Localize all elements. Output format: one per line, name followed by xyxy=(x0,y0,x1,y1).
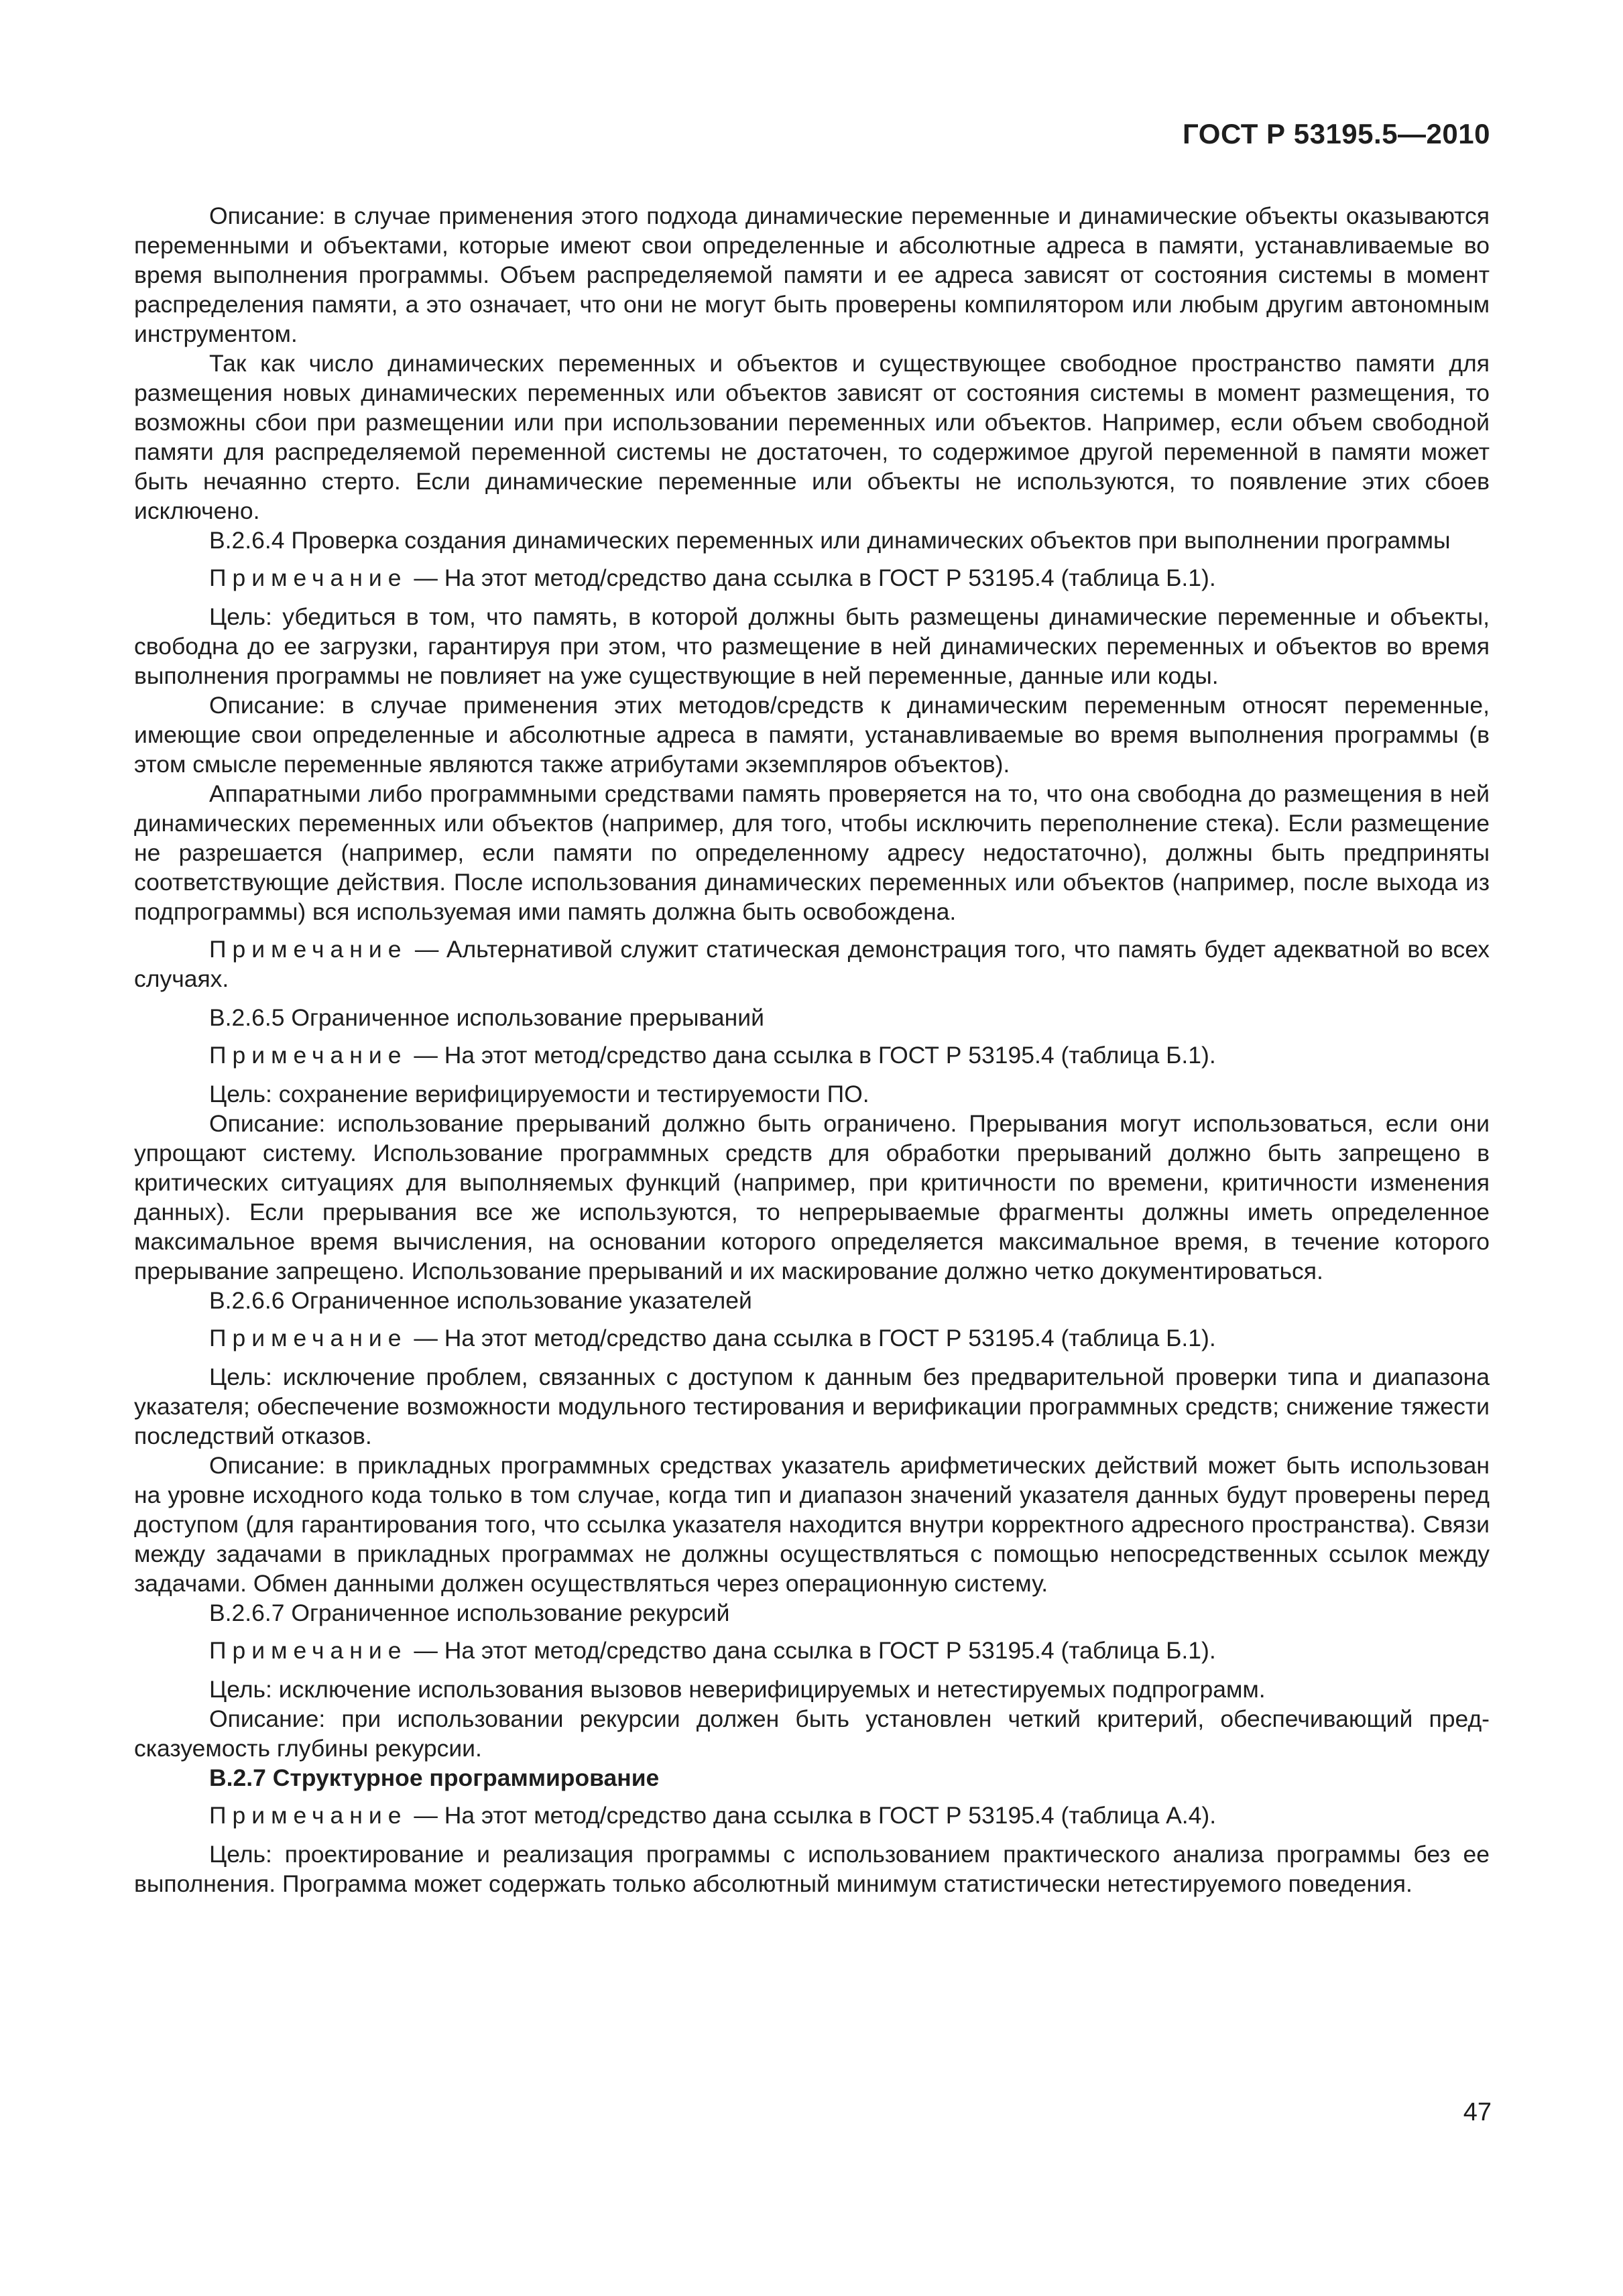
paragraph: Цель: исключение проблем, связанных с доступом к данным без предварительной проверки типа и диапазона указателя; обеспечение возможности модульного тестирования и верификации программных средств; снижение тяжести последствий отказов. xyxy=(134,1364,1490,1449)
paragraph: Описание: использование прерываний должно быть ограничено. Прерывания могут использоваться, если они упрощают систему. Использование программных средств для обработки прерываний должно быть запрещено в критических ситуациях для выполняемых функций (например, при критичности по времени, критичности изменения данных). Если прерывания все же используются, то непрерываемые фрагменты должны иметь определенное максимальное время вычисления, на основании которого определяется максимальное время, в течение которого прерывание запрещено. Использование прерываний и их маскирование должно четко документироваться. xyxy=(134,1110,1490,1284)
note xyxy=(134,563,1490,593)
note xyxy=(134,1801,1490,1830)
section-heading: В.2.6.6 Ограниченное использование указателей xyxy=(209,1287,752,1314)
paragraph: Описание: в случае применения этого подхода динамические переменные и динамические объекты оказываются переменными и объектами, которые имеют свои определенные и абсолютные адреса в памяти, устанавливаемые во время выполнения программы. Объем распределяемой памяти и ее адреса зависят от состояния системы в момент распределения памяти, а это означает, что они не могут быть проверены компилятором или любым другим автономным инструментом. xyxy=(134,202,1490,347)
note-label: Примечание xyxy=(209,936,408,963)
note-label: Примечание xyxy=(209,1802,408,1829)
paragraph: Цель: убедиться в том, что память, в которой должны быть размещены динамические переменные и объекты, свободна до ее загрузки, гарантируя при этом, что размещение в ней динамических переменных и объектов во время выполнения программы не повлияет на уже существующие в ней переменные, данные или коды. xyxy=(134,603,1490,689)
note xyxy=(134,1636,1490,1665)
note-text: — Альтернативой служит статическая демонстрация того, что память будет адекватной во всех случаях. xyxy=(134,936,1490,992)
paragraph: Описание: при использовании рекурсии должен быть установлен четкий критерий, обеспечивающий предсказуемость глубины рекурсии. xyxy=(134,1705,1490,1762)
section-heading: В.2.6.7 Ограниченное использование рекурсий xyxy=(209,1599,730,1626)
paragraph: Так как число динамических переменных и объектов и существующее свободное пространство памяти для размещения новых динамических переменных или объектов зависят от состояния системы в момент размещения, то возможны сбои при размещении или при использовании переменных или объектов. Например, если объем свободной памяти для распределяемой переменной системы не достаточен, то содержимое другой переменной в памяти может быть нечаянно стерто. Если динамические переменные или объекты не используются, то появление этих сбоев исключено. xyxy=(134,350,1490,524)
section-heading-bold: В.2.7 Структурное программирование xyxy=(209,1764,660,1791)
note-text: — На этот метод/средство дана ссылка в ГОСТ Р 53195.4 (таблица А.4). xyxy=(407,1802,1217,1829)
note-text: — На этот метод/средство дана ссылка в ГОСТ Р 53195.4 (таблица Б.1). xyxy=(407,564,1216,591)
section-heading: В.2.6.4 Проверка создания динамических переменных или динамических объектов при выполнении программы xyxy=(209,527,1451,554)
note-label: Примечание xyxy=(209,1042,408,1069)
paragraph: Описание: в случае применения этих методов/средств к динамическим переменным относят переменные, имеющие свои определенные и абсолютные адреса в памяти, устанавливаемые во время выполнения программы (в этом смысле переменные являются также атрибутами экземпляров объектов). xyxy=(134,692,1490,778)
paragraph: Цель: проектирование и реализация программы с использованием практического анализа программы без ее выполнения. Программа может содержать только абсолютный минимум статистически нетестируемого поведения. xyxy=(134,1841,1490,1897)
note-label: Примечание xyxy=(209,564,408,591)
page-number: 47 xyxy=(1463,2098,1492,2126)
note xyxy=(134,1040,1490,1070)
note-text: — На этот метод/средство дана ссылка в ГОСТ Р 53195.4 (таблица Б.1). xyxy=(407,1042,1216,1069)
document-body xyxy=(134,201,1490,1898)
paragraph: Описание: в прикладных программных средствах указатель арифметических действий может быть использован на уровне исходного кода только в том случае, когда тип и диапазон значений указателя данных будут проверены перед доступом (для гарантирования того, что ссылка указателя находится внутри корректного адресного пространства). Связи между задачами в прикладных программах не должны осуществляться с помощью непосредственных ссылок между задачами. Обмен данными должен осуществляться через операционную систему. xyxy=(134,1452,1490,1597)
paragraph: Цель: исключение использования вызовов неверифицируемых и нетестируемых подпрограмм. xyxy=(209,1676,1266,1703)
note xyxy=(134,1323,1490,1353)
paragraph: Цель: сохранение верифицируемости и тестируемости ПО. xyxy=(209,1081,869,1107)
note-label: Примечание xyxy=(209,1325,408,1351)
note-text: — На этот метод/средство дана ссылка в ГОСТ Р 53195.4 (таблица Б.1). xyxy=(407,1325,1216,1351)
note xyxy=(134,934,1490,993)
note-text: — На этот метод/средство дана ссылка в ГОСТ Р 53195.4 (таблица Б.1). xyxy=(407,1637,1216,1664)
document-code-header: ГОСТ Р 53195.5—2010 xyxy=(1183,118,1490,149)
paragraph: Аппаратными либо программными средствами память проверяется на то, что она свободна до размещения в ней динамических переменных или объектов (например, для того, чтобы исключить переполнение стека). Если размещение не разрешается (например, если памяти по определенному адресу недостаточно), должны быть предприняты соответствующие действия. После использования динамических переменных или объектов (например, после выхода из подпрограммы) вся используемая ими память должна быть освобождена. xyxy=(134,780,1490,925)
section-heading: В.2.6.5 Ограниченное использование прерываний xyxy=(209,1004,764,1031)
note-label: Примечание xyxy=(209,1637,408,1664)
